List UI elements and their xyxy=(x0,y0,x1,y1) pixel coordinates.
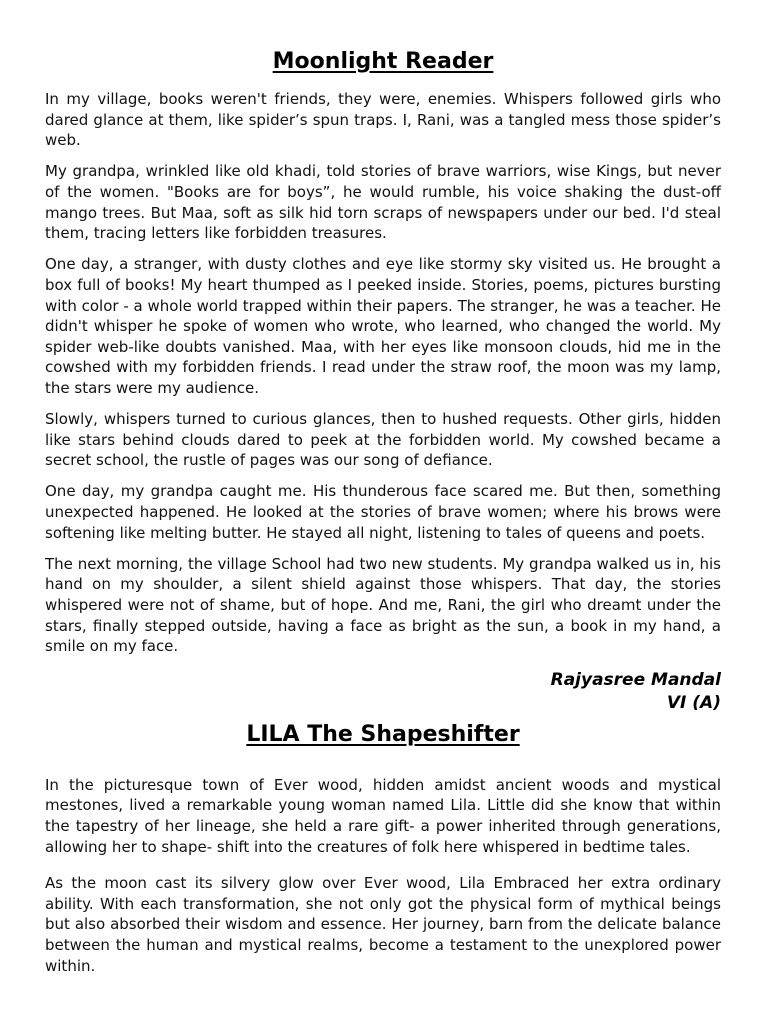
story-moonlight-reader xyxy=(45,44,721,715)
story-lila-shapeshifter xyxy=(45,717,721,976)
story-paragraph: Slowly, whispers turned to curious glances, then to hushed requests. Other girls, hidden like stars behind clouds dared to peek at the forbidden world. My cowshed became a secret school, the rustle of pages was our song of defiance. xyxy=(45,410,721,470)
story-paragraph: The next morning, the village School had two new students. My grandpa walked us in, his hand on my shoulder, a silent shield against those whispers. That day, the stories whispered were not of shame, but of hope. And me, Rani, the girl who dreamt under the stars, finally stepped outside, having a face as bright as the sun, a book in my hand, a smile on my face. xyxy=(45,554,721,656)
author-class: VI (A) xyxy=(666,692,721,713)
document-page xyxy=(45,44,721,976)
story-title: Moonlight Reader xyxy=(272,49,494,74)
story-paragraph: One day, my grandpa caught me. His thunderous face scared me. But then, something unexpected happened. He looked at the stories of brave women; where his brows were softening like melting butter. He stayed all night, listening to tales of queens and poets. xyxy=(45,482,721,542)
story-paragraph: In my village, books weren't friends, they were, enemies. Whispers followed girls who dared glance at them, like spider’s spun traps. I, Rani, was a tangled mess those spider’s web. xyxy=(45,90,721,150)
story-paragraph: One day, a stranger, with dusty clothes and eye like stormy sky visited us. He brought a box full of books! My heart thumped as I peeked inside. Stories, poems, pictures bursting with color - a whole world trapped within their papers. The stranger, he was a teacher. He didn't whisper he spoke of women who wrote, who learned, who changed the world. My spider web-like doubts vanished. Maa, with her eyes like monsoon clouds, hid me in the cowshed with my forbidden friends. I read under the straw roof, the moon was my lamp, the stars were my audience. xyxy=(45,255,721,397)
story-paragraph: As the moon cast its silvery glow over Ever wood, Lila Embraced her extra ordinary ability. With each transformation, she not only got the physical form of mythical beings but also absorbed their wisdom and essence. Her journey, barn from the delicate balance between the human and mystical realms, become a testament to the unexplored power within. xyxy=(45,874,721,975)
story-paragraph: In the picturesque town of Ever wood, hidden amidst ancient woods and mystical mestones, lived a remarkable young woman named Lila. Little did she know that within the tapestry of her lineage, she held a rare gift- a power inherited through generations, allowing her to shape- shift into the creatures of folk here whispered in bedtime tales. xyxy=(45,775,721,856)
story-title: LILA The Shapeshifter xyxy=(246,721,520,747)
author-byline xyxy=(45,669,721,715)
story-paragraph: My grandpa, wrinkled like old khadi, told stories of brave warriors, wise Kings, but never of the women. "Books are for boys”, he would rumble, his voice shaking the dust-off mango trees. But Maa, soft as silk hid torn scraps of newspapers under our bed. I'd steal them, tracing letters like forbidden treasures. xyxy=(45,162,721,243)
author-name: Rajyasree Mandal xyxy=(550,669,721,690)
